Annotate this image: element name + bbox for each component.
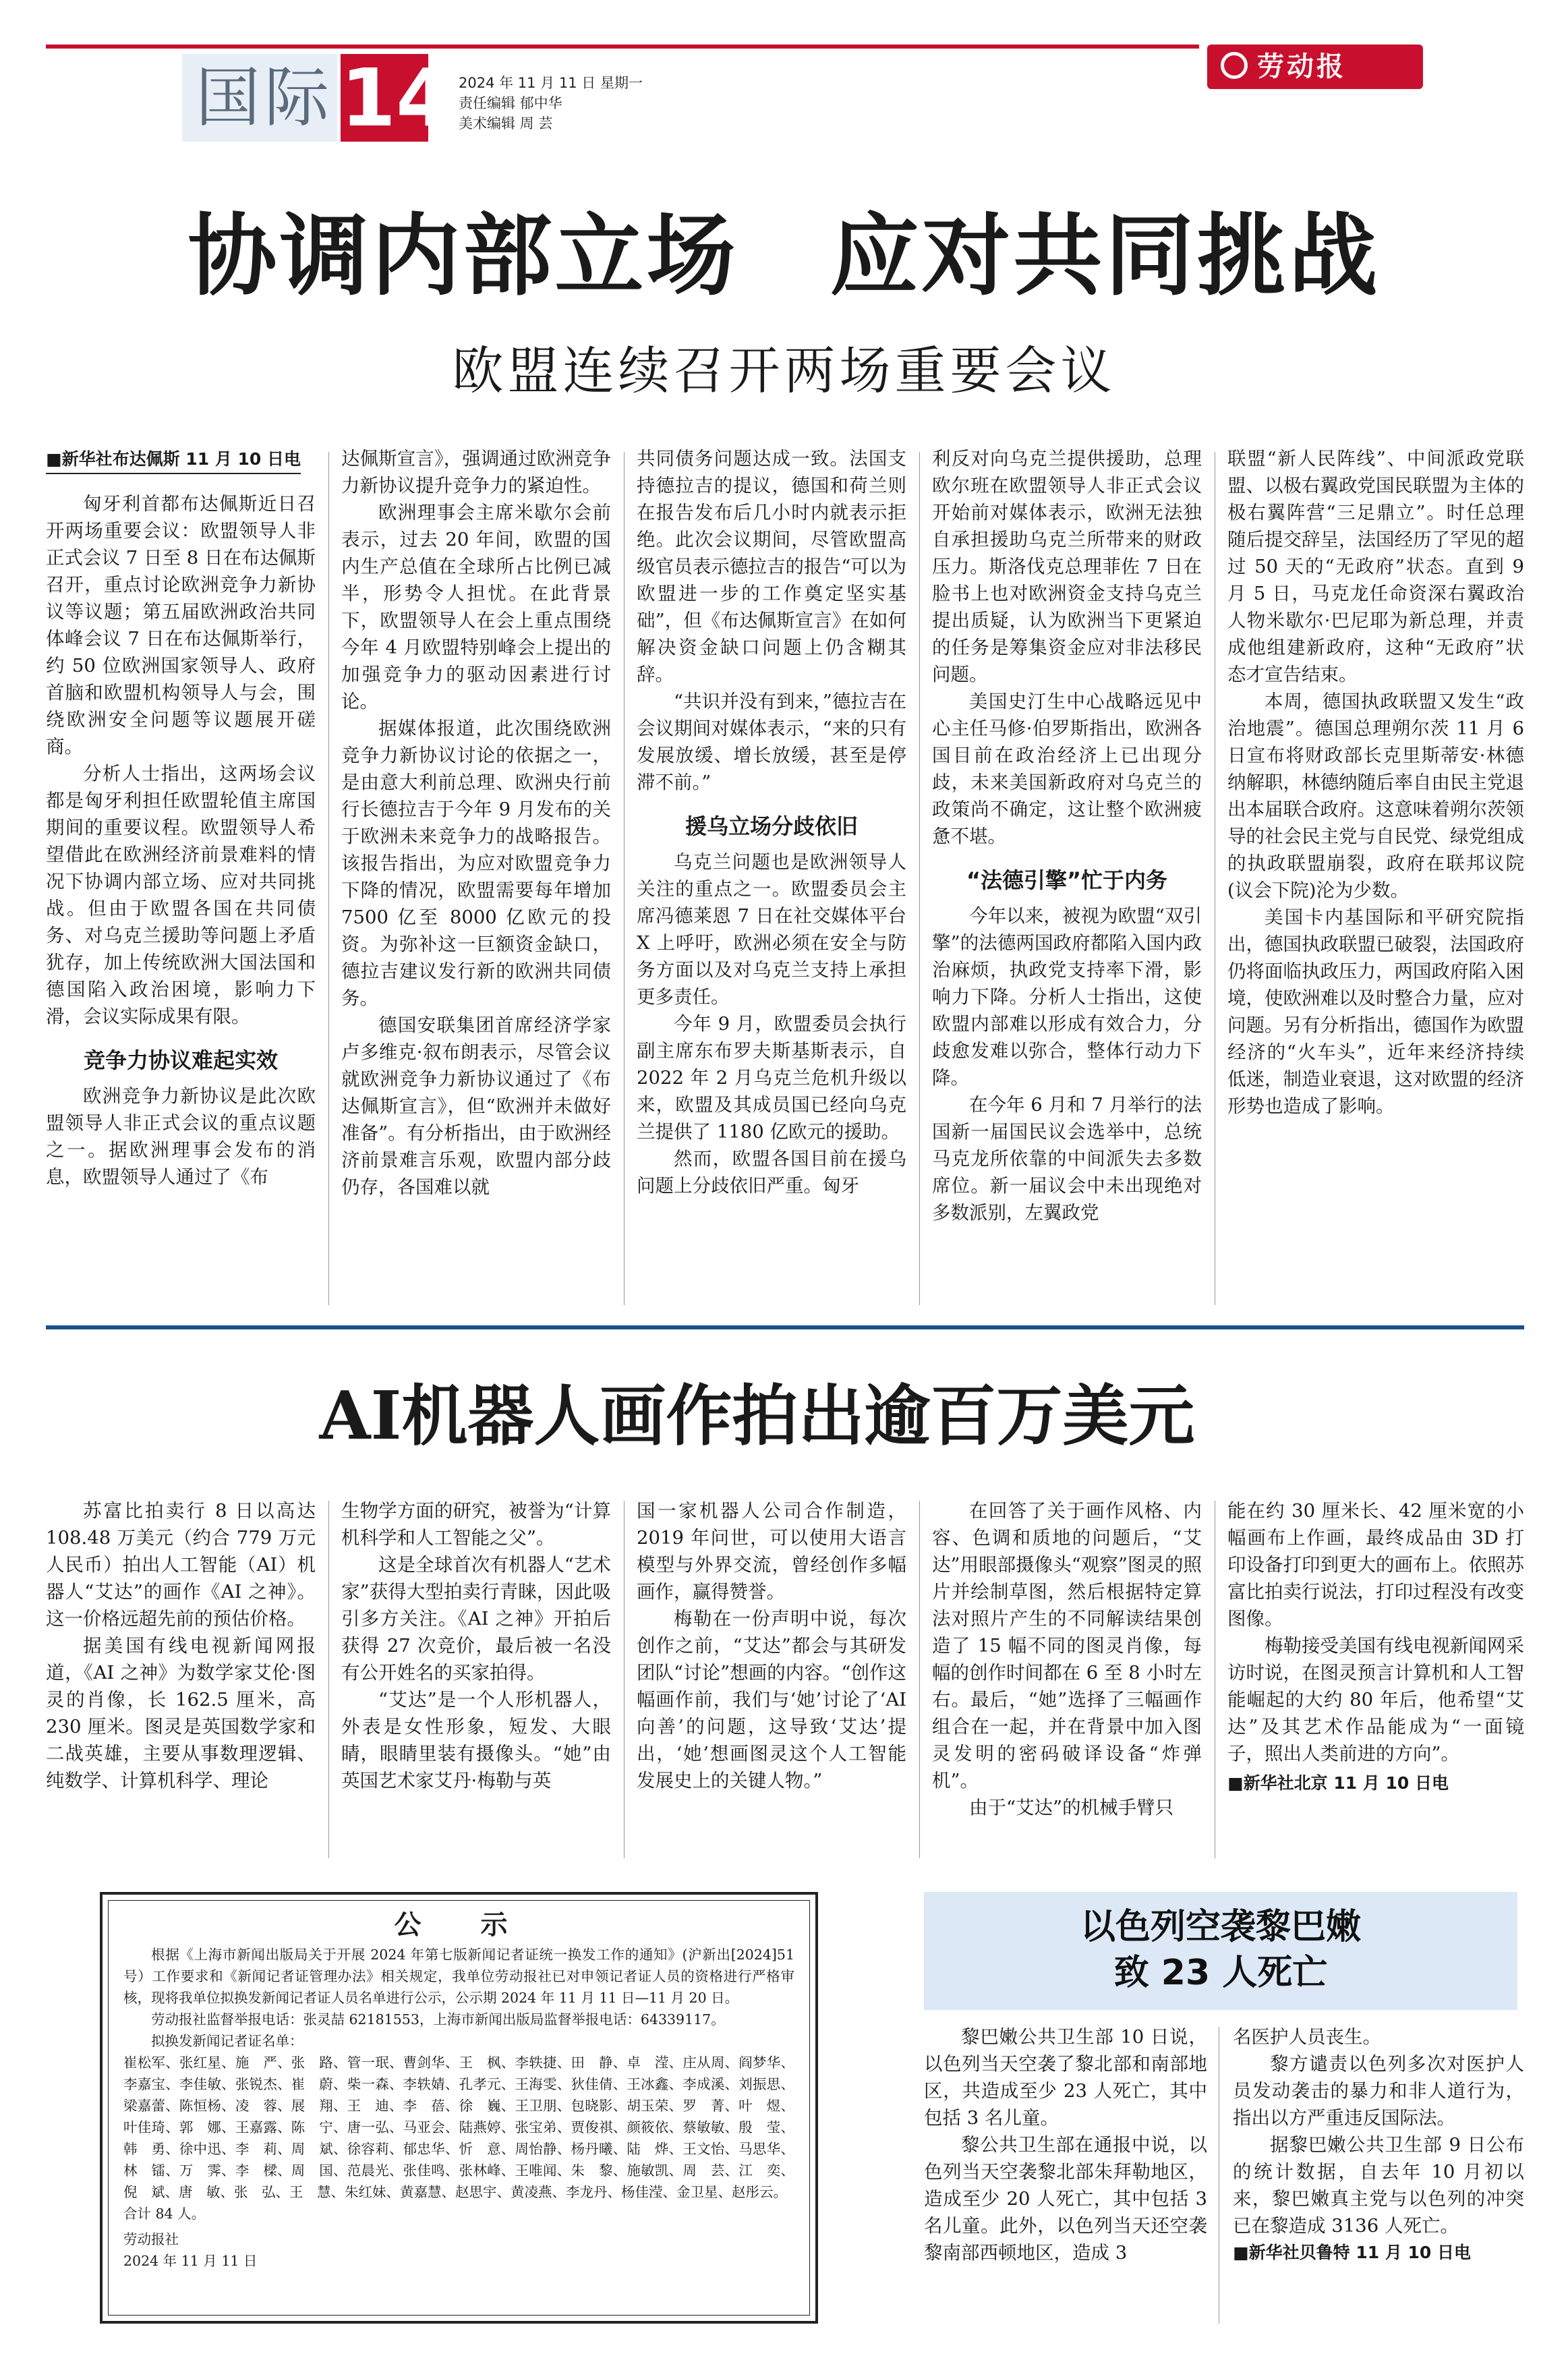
column-divider	[328, 1501, 329, 1858]
lead-paragraph: 匈牙利首都布达佩斯近日召开两场重要会议：欧盟领导人非正式会议 7 日至 8 日在布达佩斯召开，重点讨论欧洲竞争力新协议等议题；第五届欧洲政治共同体峰会议 7 日在布达佩斯举行，约 50 位欧洲国家领导人、政府首脑和欧盟机构领导人与会，围绕欧洲安全问题等议题展开磋商。	[46, 493, 316, 757]
brand-logo	[1207, 45, 1423, 89]
notice-paragraph: 拟换发新闻记者证名单：	[151, 2033, 303, 2049]
ai-paragraph: 这是全球首次有机器人“艺术家”获得大型拍卖行青睐，因此吸引多方关注。《AI 之神》开拍后获得 27 次竞价，最后被一名没有公开姓名的买家拍得。	[341, 1554, 611, 1684]
lebanon-paragraph: 黎公共卫生部在通报中说，以色列当天空袭黎北部朱拜勒地区，造成至少 20 人死亡，其中包括 3 名儿童。此外，以色列当天还空袭黎南部西顿地区，造成 3	[924, 2134, 1207, 2264]
lead-subheading: 援乌立场分歧依旧	[685, 813, 858, 839]
lead-column-4	[932, 445, 1202, 1226]
lebanon-title-line-2: 致 23 人死亡	[1113, 1953, 1328, 1993]
lead-paragraph: 乌克兰问题也是欧洲领导人关注的重点之一。欧盟委员会主席冯德莱恩 7 日在社交媒体平台 X 上呼吁，欧洲必须在安全与防务方面以及对乌克兰支持上承担更多责任。	[637, 851, 906, 1008]
column-divider	[624, 1501, 625, 1858]
lead-paragraph: 分析人士指出，这两场会议都是匈牙利担任欧盟轮值主席国期间的重要议程。欧盟领导人希望借此在欧洲经济前景难料的情况下协调内部立场、应对共同挑战。但由于欧盟各国在共同债务、对乌克兰援助等问题上矛盾犹存，加上传统欧洲大国法国和德国陷入政治困境，影响力下滑，会议实际成果有限。	[46, 763, 316, 1027]
page-number: 14	[341, 51, 452, 144]
lead-column-3	[637, 445, 906, 1199]
lead-paragraph: 今年 9 月，欧盟委员会执行副主席东布罗夫斯基斯表示，自 2022 年 2 月乌克兰危机升级以来，欧盟及其成员国已经向乌克兰提供了 1180 亿欧元的援助。	[637, 1013, 906, 1143]
lead-paragraph: 利反对向乌克兰提供援助，总理欧尔班在欧盟领导人非正式会议开始前对媒体表示，欧洲无法独自承担援助乌克兰所带来的财政压力。斯洛伐克总理菲佐 7 日在脸书上也对欧洲资金支持乌克兰提出质疑，认为欧洲当下更紧迫的任务是筹集资金应对非法移民问题。	[932, 448, 1202, 685]
lead-paragraph: 本周，德国执政联盟又发生“政治地震”。德国总理朔尔茨 11 月 6 日宣布将财政部长克里斯蒂安·林德纳解职，林德纳随后率自由民主党退出本届联合政府。这意味着朔尔茨领导的社会民主党与自民党、绿党组成的执政联盟崩裂，政府在联邦议院(议会下院)沦为少数。	[1227, 691, 1524, 901]
public-notice-inner	[108, 1900, 810, 2316]
ai-paragraph: 由于“艾达”的机械手臂只	[969, 1797, 1174, 1818]
ai-paragraph: 国一家机器人公司合作制造，2019 年问世，可以使用大语言模型与外界交流，曾经创作多幅画作，赢得赞誉。	[637, 1500, 906, 1603]
lead-column-5	[1227, 445, 1524, 1120]
ai-title: AI机器人画作拍出逾百万美元	[319, 1377, 1195, 1455]
ai-paragraph: 生物学方面的研究，被誉为“计算机科学和人工智能之父”。	[341, 1500, 611, 1549]
top-red-rule	[46, 45, 1199, 49]
lead-paragraph: 共同债务问题达成一致。法国支持德拉吉的提议，德国和荷兰则在报告发布后几小时内就表示拒绝。此次会议期间，尽管欧盟高级官员表示德拉吉的报告“可以为欧盟进一步的工作奠定坚实基础”，但《布达佩斯宣言》在如何解决资金缺口问题上仍含糊其辞。	[637, 448, 906, 685]
notice-paragraph: 劳动报社监督举报电话：张灵喆 62181553，上海市新闻出版局监督举报电话：64339117。	[151, 2011, 725, 2028]
lead-subheading: “法德引擎”忙于内务	[966, 867, 1168, 893]
public-notice	[100, 1892, 818, 2324]
editor-credit: 责任编辑 郁中华	[459, 95, 562, 111]
column-divider	[919, 1501, 920, 1858]
lebanon-paragraph: 黎巴嫩公共卫生部 10 日说，以色列当天空袭了黎北部和南部地区，共造成至少 23 人死亡，其中包括 3 名儿童。	[924, 2026, 1207, 2129]
art-editor-credit: 美术编辑 周 芸	[459, 115, 553, 132]
ai-column-5	[1227, 1497, 1524, 1797]
ai-column-2	[341, 1497, 611, 1794]
ai-paragraph: 据美国有线电视新闻网报道，《AI 之神》为数学家艾伦·图灵的肖像，长 162.5 厘米，高 230 厘米。图灵是英国数学家和二战英雄，主要从事数理逻辑、纯数学、计算机科学、理论	[46, 1635, 316, 1791]
lebanon-dateline: ■新华社贝鲁特 11 月 10 日电	[1233, 2243, 1472, 2262]
lebanon-paragraph: 黎方谴责以色列多次对医护人员发动袭击的暴力和非人道行为，指出以方严重违反国际法。	[1233, 2053, 1524, 2129]
ai-column-1	[46, 1497, 316, 1794]
lead-column-2	[341, 445, 611, 1201]
column-divider	[328, 452, 329, 1305]
ai-paragraph: 在回答了关于画作风格、内容、色调和质地的问题后，“艾达”用眼部摄像头“观察”图灵的照片并绘制草图，然后根据特定算法对照片产生的不同解读结果创造了 15 幅不同的图灵肖像，每幅的创作时间都在 6 至 8 小时左右。最后，“她”选择了三幅画作组合在一起，并在背景中加入图灵发明的密码破译设备“炸弹机”。	[932, 1500, 1202, 1791]
lead-paragraph: 今年以来，被视为欧盟“双引擎”的法德两国政府都陷入国内政治麻烦，执政党支持率下滑，影响力下降。分析人士指出，这使欧盟内部难以形成有效合力，分歧愈发难以弥合，整体行动力下降。	[932, 905, 1202, 1089]
lead-paragraph: 欧洲理事会主席米歇尔会前表示，过去 20 年间，欧盟的国内生产总值在全球所占比例已减半，形势令人担忧。在此背景下，欧盟领导人在会上重点围绕今年 4 月欧盟特别峰会上提出的加强竞争力的驱动因素进行讨论。	[341, 502, 611, 712]
brand-circle-icon	[1221, 52, 1248, 79]
notice-paragraph: 根据《上海市新闻出版局关于开展 2024 年第七版新闻记者证统一换发工作的通知》(沪新出[2024]51 号）工作要求和《新闻记者证管理办法》相关规定，我单位劳动报社已对申领记者证人员的资格进行严格审核，现将我单位拟换发新闻记者证人员名单进行公示，公示期 2024 年 11 月 11 日—11 月 20 日。	[123, 1947, 794, 2006]
notice-title: 公 示	[394, 1909, 524, 1941]
ai-paragraph: 梅勒接受美国有线电视新闻网采访时说，在图灵预言计算机和人工智能崛起的大约 80 年后，他希望“艾达”及其艺术作品能成为“一面镜子，照出人类前进的方向”。	[1227, 1635, 1524, 1764]
section-label: 国际	[182, 54, 337, 142]
lebanon-column-2	[1233, 2023, 1524, 2266]
ai-paragraph: 梅勒在一份声明中说，每次创作之前，“艾达”都会与其研发团队“讨论”想画的内容。“创作这幅画作前，我们与‘她’讨论了‘AI 向善’的问题，这导致‘艾达’提出，‘她’想画图灵这个人工智能发展史上的关键人物。”	[637, 1608, 906, 1791]
lead-paragraph: 在今年 6 月和 7 月举行的法国新一届国民议会选举中，总统马克龙所依靠的中间派失去多数席位。新一届议会中未出现绝对多数派别，左翼政党	[932, 1094, 1202, 1224]
lead-paragraph: 达佩斯宣言》，强调通过欧洲竞争力新协议提升竞争力的紧迫性。	[341, 448, 611, 496]
lead-paragraph: 欧洲竞争力新协议是此次欧盟领导人非正式会议的重点议题之一。据欧洲理事会发布的消息，欧盟领导人通过了《布	[46, 1085, 316, 1188]
lead-paragraph: 据媒体报道，此次围绕欧洲竞争力新协议讨论的依据之一，是由意大利前总理、欧洲央行前行长德拉吉于今年 9 月发布的关于欧洲未来竞争力的战略报告。该报告指出，为应对欧盟竞争力下降的情况，欧盟需要每年增加 7500 亿至 8000 亿欧元的投资。为弥补这一巨额资金缺口，德拉吉建议发行新的欧洲共同债务。	[341, 718, 611, 1009]
lead-subtitle: 欧盟连续召开两场重要会议	[452, 341, 1116, 401]
notice-total: 合计 84 人。	[123, 2206, 206, 2222]
lead-paragraph: 德国安联集团首席经济学家卢多维克·叙布朗表示，尽管会议就欧洲竞争力新协议通过了《布达佩斯宣言》，但“欧洲并未做好准备”。有分析指出，由于欧洲经济前景难言乐观，欧盟内部分歧仍存，各国难以就	[341, 1014, 611, 1198]
column-divider	[624, 452, 625, 1305]
column-divider	[919, 452, 920, 1305]
lead-paragraph: 联盟“新人民阵线”、中间派政党联盟、以极右翼政党国民联盟为主体的极右翼阵营“三足鼎立”。时任总理随后提交辞呈，法国经历了罕见的超过 50 天的“无政府”状态。直到 9 月 5 日，马克龙任命资深右翼政治人物米歇尔·巴尼耶为新总理，并责成他组建新政府，这种“无政府”状态才宣告结束。	[1227, 448, 1524, 685]
ai-dateline: ■新华社北京 11 月 10 日电	[1227, 1773, 1449, 1793]
lebanon-paragraph: 据黎巴嫩公共卫生部 9 日公布的统计数据，自去年 10 月初以来，黎巴嫩真主党与以色列的冲突已在黎造成 3136 人死亡。	[1233, 2134, 1524, 2237]
lebanon-title-box	[924, 1892, 1517, 2010]
ai-column-3	[637, 1497, 906, 1794]
lebanon-title-line-1: 以色列空袭黎巴嫩	[1080, 1907, 1361, 1947]
lead-paragraph: 然而，欧盟各国目前在援乌问题上分歧依旧严重。匈牙	[637, 1148, 906, 1197]
lead-title: 协调内部立场 应对共同挑战	[187, 204, 1381, 308]
notice-sign-date: 2024 年 11 月 11 日	[123, 2253, 258, 2269]
ai-column-4	[932, 1497, 1202, 1821]
brand-name: 劳动报	[1257, 51, 1346, 82]
ai-paragraph: “艾达”是一个人形机器人，外表是女性形象，短发、大眼睛，眼睛里装有摄像头。“她”由英国艺术家艾丹·梅勒与英	[341, 1689, 611, 1791]
lead-paragraph: “共识并没有到来，”德拉吉在会议期间对媒体表示，“来的只有发展放缓、增长放缓，甚至是停滞不前。”	[637, 691, 906, 793]
lebanon-paragraph: 名医护人员丧生。	[1233, 2026, 1381, 2048]
ai-paragraph: 苏富比拍卖行 8 日以高达 108.48 万美元（约合 779 万元人民币）拍出人工智能（AI）机器人“艾达”的画作《AI 之神》。这一价格远超先前的预估价格。	[46, 1500, 316, 1630]
issue-date: 2024 年 11 月 11 日 星期一	[459, 75, 643, 91]
lead-column-1	[46, 445, 316, 1190]
ai-paragraph: 能在约 30 厘米长、42 厘米宽的小幅画布上作画，最终成品由 3D 打印设备打印到更大的画布上。依照苏富比拍卖行说法，打印过程没有改变图像。	[1227, 1500, 1524, 1630]
lead-paragraph: 美国史汀生中心战略远见中心主任马修·伯罗斯指出，欧洲各国目前在政治经济上已出现分歧，未来美国新政府对乌克兰的政策尚不确定，这让整个欧洲疲惫不堪。	[932, 691, 1202, 847]
lead-subheading: 竞争力协议难起实效	[83, 1047, 278, 1073]
lebanon-column-1	[924, 2023, 1207, 2266]
lead-dateline: ■新华社布达佩斯 11 月 10 日电	[46, 446, 301, 474]
notice-signer: 劳动报社	[123, 2231, 179, 2247]
section-divider	[46, 1325, 1524, 1329]
lead-paragraph: 美国卡内基国际和平研究院指出，德国执政联盟已破裂，法国政府仍将面临执政压力，两国政府陷入困境，使欧洲难以及时整合力量，应对问题。另有分析指出，德国作为欧盟经济的“火车头”，近年来经济持续低迷，制造业衰退，这对欧盟的经济形势也造成了影响。	[1227, 907, 1524, 1117]
notice-name-list: 崔松军、张红星、施 严、张 路、管一珉、曹剑华、王 枫、李轶捷、田 静、卓 滢、庄从周、阎梦华、李嘉宝、李佳敏、张锐杰、崔 蔚、柴一森、李轶婧、孔孝元、王海雯、狄佳倩、王冰鑫、李成溪、刘振思、梁嘉蕾、陈恒杨、凌 蓉、展 翔、王 迪、李 蓓、徐 巍、王卫朋、包晓影、胡玉荣、罗 菁、叶 煜、叶佳琦、郭 娜、王嘉露、陈 宁、唐一弘、马亚会、陆燕婷、张宝弟、贾俊祺、颜筱依、蔡敏敏、殷 莹、韩 勇、徐中迅、李 莉、周 斌、徐容莉、郁忠华、忻 意、周怡静、杨丹曦、陆 烨、王文怡、马思华、林 镭、万 霁、李 樑、周 国、范晨光、张佳鸣、张林峰、王唯闻、朱 黎、施敏凯、周 芸、江 奕、倪 斌、唐 敏、张 弘、王 慧、朱红妹、黄嘉慧、赵思宇、黄凌燕、李龙丹、杨佳滢、金卫星、赵彤云。	[123, 2055, 794, 2200]
